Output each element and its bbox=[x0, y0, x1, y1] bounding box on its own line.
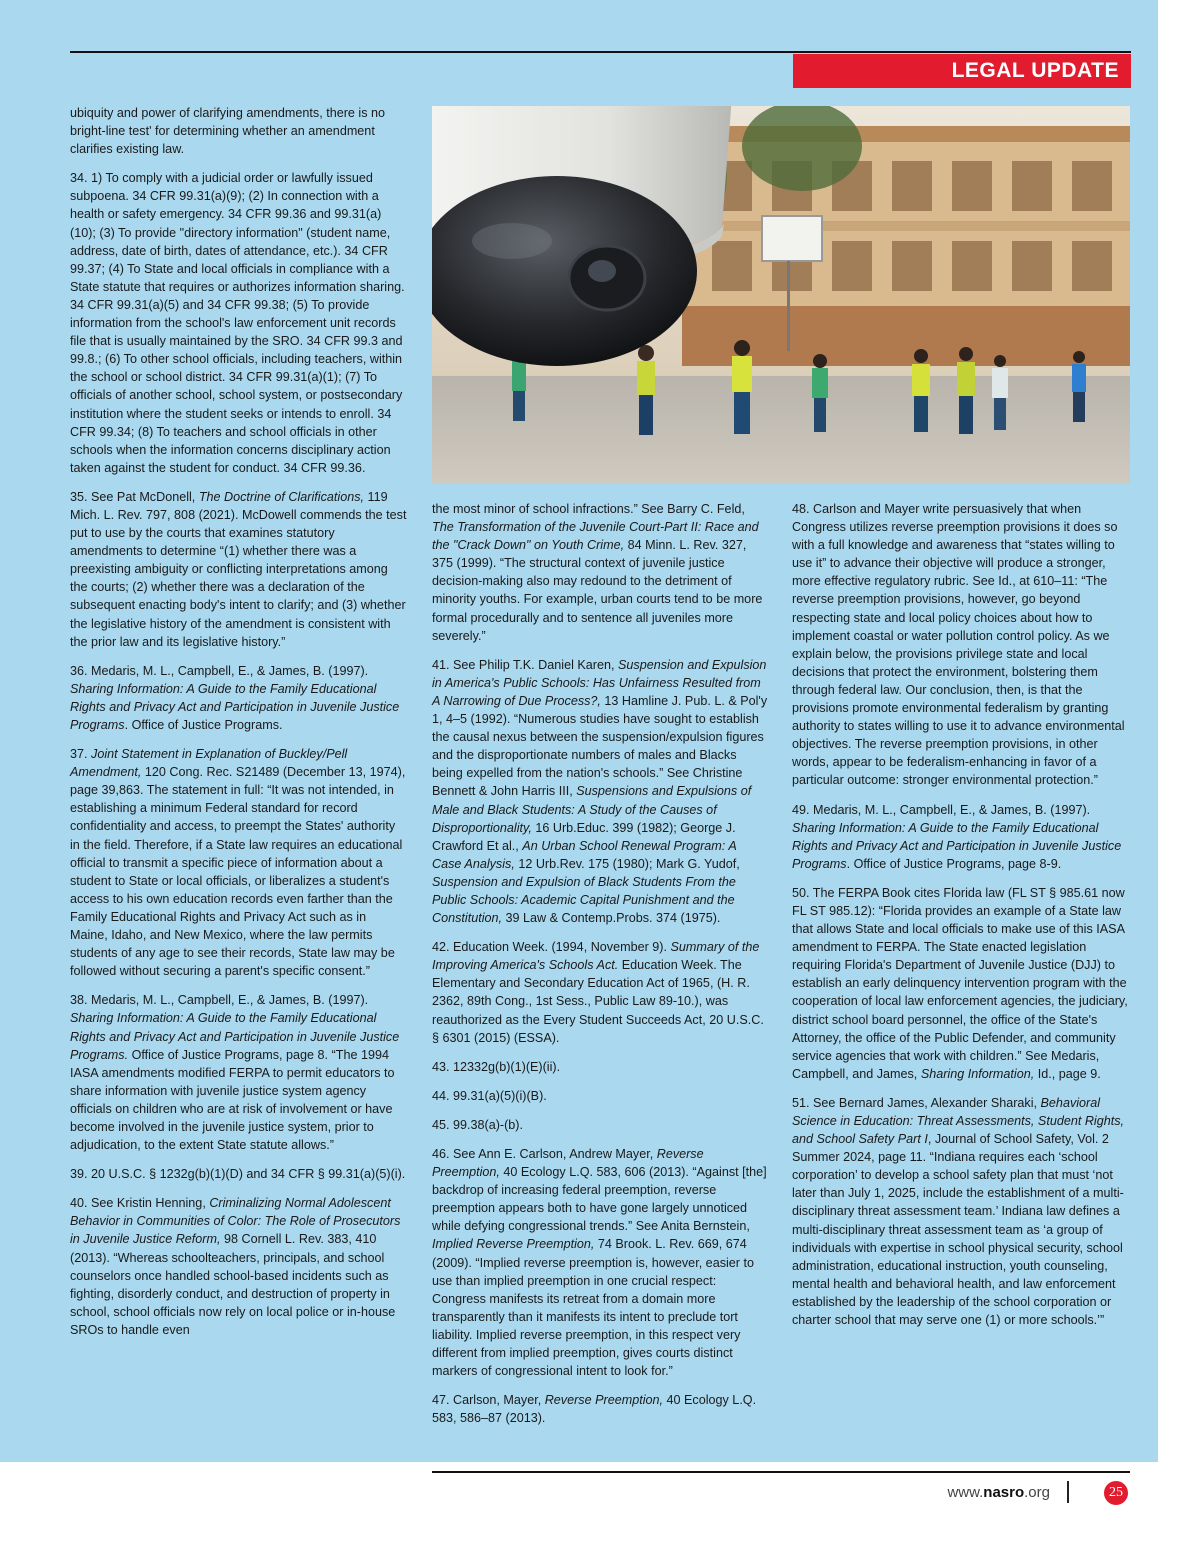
footnote-text: 50. The FERPA Book cites Florida law (FL ST § 985.61 now FL ST 985.12): “Florida provides an example of a State law that allows State and local officials to make use of this IASA amendment to FERPA. The State enacted legislation requiring Florida's Department of Juvenile Justice (DJJ) to establish an early delinquency intervention program with the cooperation of local law enforcement agencies, the judiciary, district school board personnel, the office of the State's Attorney, the office of the Public Defender, and community service agencies that work with children.” See Medaris, Campbell, and James, bbox=[792, 885, 1128, 1081]
citation-title: An Urban School Renewal Program: A Case Analysis, bbox=[432, 838, 737, 871]
column-1 bbox=[70, 104, 407, 1350]
section-banner: LEGAL UPDATE bbox=[793, 54, 1131, 88]
top-rule bbox=[70, 51, 1131, 53]
footnote-paragraph bbox=[432, 500, 769, 645]
website-url[interactable] bbox=[900, 1484, 1050, 1501]
footnote-text: 46. See Ann E. Carlson, Andrew Mayer, bbox=[432, 1147, 657, 1161]
footnote-text: 35. See Pat McDonell, bbox=[70, 489, 199, 504]
footnote-paragraph bbox=[432, 1087, 769, 1105]
footnote-text: 40 Ecology L.Q. 583, 606 (2013). “Against [the] backdrop of increasing federal preemption, reverse preemption appears both to have gone largely unnoticed while defying congressional trends.” See Anita Bernstein, bbox=[432, 1165, 767, 1234]
footnote-text: 51. See Bernard James, Alexander Sharaki, bbox=[792, 1095, 1041, 1110]
footnote-text: ubiquity and power of clarifying amendments, there is no bright-line test' for determining whether an amendment clarifies existing law. bbox=[70, 106, 386, 157]
footnote-text: 13 Hamline J. Pub. L. & Pol'y 1, 4–5 (1992). “Numerous studies have sought to establish the causal nexus between the suspension/expulsion figures and the disproportionate numbers of males and Blacks being expelled from the nation's schools.” See Christine Bennett & John Harris III, bbox=[432, 693, 768, 799]
footnote-text: 39 Law & Contemp.Probs. 374 (1975). bbox=[502, 911, 721, 926]
footnote-paragraph bbox=[432, 1145, 769, 1380]
footnote-text: 49. Medaris, M. L., Campbell, E., & James, B. (1997). bbox=[792, 802, 1091, 817]
citation-title: The Doctrine of Clarifications, bbox=[198, 489, 364, 504]
footnote-text: Id., page 9. bbox=[1034, 1066, 1101, 1081]
footnote-paragraph bbox=[70, 1194, 407, 1339]
citation-title: Suspension and Expulsion of Black Students From the Public Schools: Academic Capital Punishment and the Constitution, bbox=[432, 874, 736, 926]
footnote-text: 120 Cong. Rec. S21489 (December 13, 1974), page 39,863. The statement in full: “It was not intended, in establishing a minimum Federal standard for record confidentiality and access, to preempt the States' authority in the field. Therefore, if a State law requires an educational official to transmit a specific piece of information about a student to State or local officials, or liberalizes a student's access to his own education records even farther than the Family Educational Rights and Privacy Act such as in Maine, Idaho, and New Mexico, where the law permits students of any age to see their records, State law may be followed without securing a parent's specific consent.” bbox=[70, 765, 406, 979]
column-3 bbox=[792, 500, 1130, 1340]
citation-title: Sharing Information, bbox=[920, 1066, 1035, 1081]
footnote-paragraph bbox=[432, 1058, 769, 1076]
citation-title: Reverse Preemption, bbox=[544, 1393, 663, 1408]
footnote-paragraph bbox=[792, 801, 1130, 873]
citation-title: Sharing Information: A Guide to the Family Educational Rights and Privacy Act and Participation in Juvenile Justice Programs bbox=[70, 681, 400, 732]
footnote-text: . Office of Justice Programs, page 8-9. bbox=[846, 856, 1062, 871]
footnote-text: 47. Carlson, Mayer, bbox=[432, 1393, 545, 1408]
footnote-paragraph bbox=[70, 169, 407, 477]
citation-title: The Transformation of the Juvenile Court-Part II: Race and the "Crack Down" on Youth Crime, bbox=[432, 520, 759, 553]
footnote-paragraph bbox=[432, 1391, 769, 1427]
footnote-paragraph bbox=[70, 991, 407, 1154]
footnote-text: 84 Minn. L. Rev. 327, 375 (1999). “The structural context of juvenile justice decision-making also may redound to the detriment of minority youths. For example, urban courts tend to be more formal procedurally and to sentence all juveniles more severely.” bbox=[432, 538, 763, 643]
footnote-paragraph bbox=[432, 938, 769, 1047]
footnote-paragraph bbox=[70, 104, 407, 158]
footnote-text: 16 Urb.Educ. 399 (1982); George J. Crawford Et al., bbox=[432, 820, 736, 853]
footnote-text: . Office of Justice Programs. bbox=[124, 718, 283, 732]
footnote-text: 37. bbox=[70, 747, 92, 762]
url-prefix: www. bbox=[947, 1484, 984, 1501]
url-suffix: .org bbox=[1024, 1484, 1050, 1501]
footnote-paragraph bbox=[792, 500, 1130, 790]
citation-title: Sharing Information: A Guide to the Family Educational Rights and Privacy Act and Participation in Juvenile Justice Programs bbox=[792, 820, 1122, 871]
footnote-text: 42. Education Week. (1994, November 9). bbox=[432, 940, 671, 955]
footnote-paragraph bbox=[792, 1094, 1130, 1329]
footnote-text: 98 Cornell L. Rev. 383, 410 (2013). “Whereas schoolteachers, principals, and school counselors once handled school-based incidents such as fighting, disorderly conduct, and destruction of property in school, school officials now rely on local police or in-house SROs to handle even bbox=[70, 1232, 396, 1337]
footnote-paragraph bbox=[70, 745, 407, 980]
citation-title: Criminalizing Normal Adolescent Behavior in Communities of Color: The Role of Prosecutors in Juvenile Justice Reform, bbox=[70, 1196, 401, 1247]
footnote-text: , Journal of School Safety, Vol. 2 Summer 2024, page 11. “Indiana requires each ‘school corporation’ to develop a school safety plan that must ‘not later than July 1, 2025, include the establishment of a multi-disciplinary threat assessment team.’ Indiana law defines a multi-disciplinary threat assessment team as ‘a group of individuals with expertise in school physical security, school administration, educational instruction, youth counseling, mental health and behavioral health, and law enforcement established by the leadership of the school corporation or charter school that may serve one (1) or more schools.’” bbox=[792, 1132, 1124, 1328]
footnote-text: 48. Carlson and Mayer write persuasively that when Congress utilizes reverse preemption provisions it does so with a full knowledge and awareness that “states willing to use it” to advance their objective will produce a stronger, more effective regulatory rubric. See Id., at 610–11: “The reverse preemption provisions, however, go beyond respecting state and local policy choices about how to implement coastal or water pollution control policy. As we explain below, the provisions privilege state and local decisions that protect the environment, bolstering them through federal law. Our conclusion, then, is that the provisions promote environmental federalism by granting authority to states willing to use it to advance environmental objectives. The reverse preemption provisions, in other words, appear to be federalism-enhancing in favor of a particular outcome: stronger environmental protection.” bbox=[792, 502, 1125, 788]
footnote-text: 44. 99.31(a)(5)(i)(B). bbox=[432, 1088, 547, 1103]
citation-title: Suspensions and Expulsions of Male and Black Students: A Study of the Causes of Disproportionality, bbox=[432, 784, 752, 835]
footnote-paragraph bbox=[432, 1116, 769, 1134]
page-number: 25 bbox=[1104, 1481, 1128, 1505]
citation-title: Suspension and Expulsion in America's Public Schools: Has Unfairness Resulted from A Narrowing of Due Process?, bbox=[432, 657, 767, 708]
footnote-text: 41. See Philip T.K. Daniel Karen, bbox=[432, 657, 618, 672]
footnote-text: 45. 99.38(a)-(b). bbox=[432, 1117, 523, 1132]
footnote-paragraph bbox=[70, 1165, 407, 1183]
citation-title: Joint Statement in Explanation of Buckley/Pell Amendment, bbox=[70, 747, 348, 780]
footnote-paragraph bbox=[70, 488, 407, 651]
footnote-text: 34. 1) To comply with a judicial order or lawfully issued subpoena. 34 CFR 99.31(a)(9); (2) In connection with a health or safety emergency. 34 CFR 99.36 and 99.31(a)(10); (3) To provide "directory information" (student name, address, date of birth, dates of attendance, etc.). 34 CFR 99.37; (4) To State and local officials in compliance with a State statute that requires or authorizes information sharing. 34 CFR 99.31(a)(5) and 34 CFR 99.38; (5) To provide information from the school's law enforcement unit records file that is usually maintained by the SRO. 34 CFR 99.3 and 99.8.; (6) To other school officials, including teachers, within the school or school district. 34 CFR 99.31(a)(1); (7) To officials of another school, school system, or postsecondary institution where the student seeks or intends to enroll. 34 CFR 99.34; (8) To teachers and school officials in other schools when the information concerns disciplinary action taken against the student for conduct. 34 CFR 99.36. bbox=[70, 171, 405, 475]
footnote-paragraph bbox=[70, 662, 407, 734]
citation-title: Summary of the Improving America's Schools Act. bbox=[432, 940, 760, 973]
citation-title: Behavioral Science in Education: Threat Assessments, Student Rights, and School Safety Part I bbox=[792, 1095, 1125, 1147]
footnote-text: 43. 12332g(b)(1)(E)(ii). bbox=[432, 1059, 561, 1074]
footer-divider bbox=[1067, 1481, 1069, 1503]
footnote-text: 38. Medaris, M. L., Campbell, E., & James, B. (1997). bbox=[70, 993, 369, 1008]
footnote-paragraph bbox=[432, 656, 769, 927]
url-brand: nasro bbox=[983, 1484, 1025, 1501]
footnote-paragraph bbox=[792, 884, 1130, 1083]
footnote-text: Office of Justice Programs, page 8. “The 1994 IASA amendments modified FERPA to permit educators to share information with juvenile justice system agency officials on children who are at risk of involvement or have become involved in the juvenile justice system, prior to adjudication, to the extent State statute allows.” bbox=[70, 1047, 395, 1153]
citation-title: Reverse Preemption, bbox=[432, 1147, 704, 1180]
footnote-text: 74 Brook. L. Rev. 669, 674 (2009). “Implied reverse preemption is, however, easier to use than implied preemption in one crucial respect: Congress manifests its retreat from a domain more transparently than it manifests its intent to preclude tort liability. Implied reverse preemption, in this respect very different from implied preemption, gives courts distinct markers of congressional intent to look for.” bbox=[432, 1237, 754, 1379]
column-2 bbox=[432, 500, 769, 1438]
footnote-text: 119 Mich. L. Rev. 797, 808 (2021). McDowell commends the test put to use by the courts that examines statutory amendments to determine “(1) whether there was a preexisting ambiguity or conflicting interpretations among the courts; (2) whether there was a declaration of the subsequent enacting body's intent to clarify; and (3) whether the legislative history of the amendment is consistent with the prior law and its legislative history.” bbox=[70, 489, 407, 649]
footnote-text: 40 Ecology L.Q. 583, 586–87 (2013). bbox=[432, 1393, 757, 1426]
bottom-rule bbox=[432, 1471, 1130, 1473]
footnote-text: 36. Medaris, M. L., Campbell, E., & James, B. (1997). bbox=[70, 663, 369, 678]
footnote-text: 39. 20 U.S.C. § 1232g(b)(1)(D) and 34 CFR § 99.31(a)(5)(i). bbox=[70, 1167, 406, 1182]
citation-title: Sharing Information: A Guide to the Family Educational Rights and Privacy Act and Participation in Juvenile Justice Programs. bbox=[70, 1011, 400, 1062]
footnote-text: the most minor of school infractions.” See Barry C. Feld, bbox=[432, 502, 745, 516]
footnote-text: 40. See Kristin Henning, bbox=[70, 1196, 210, 1211]
camera-photo bbox=[432, 106, 1130, 484]
footnote-text: 12 Urb.Rev. 175 (1980); Mark G. Yudof, bbox=[514, 856, 740, 871]
citation-title: Implied Reverse Preemption, bbox=[432, 1237, 595, 1252]
footnote-text: Education Week. The Elementary and Secondary Education Act of 1965, (H. R. 2362, 89th Cong., 1st Sess., Public Law 89-10.), was reauthorized as the Every Student Succeeds Act, 20 U.S.C. § 6301 (2015) (ESSA). bbox=[432, 958, 764, 1045]
